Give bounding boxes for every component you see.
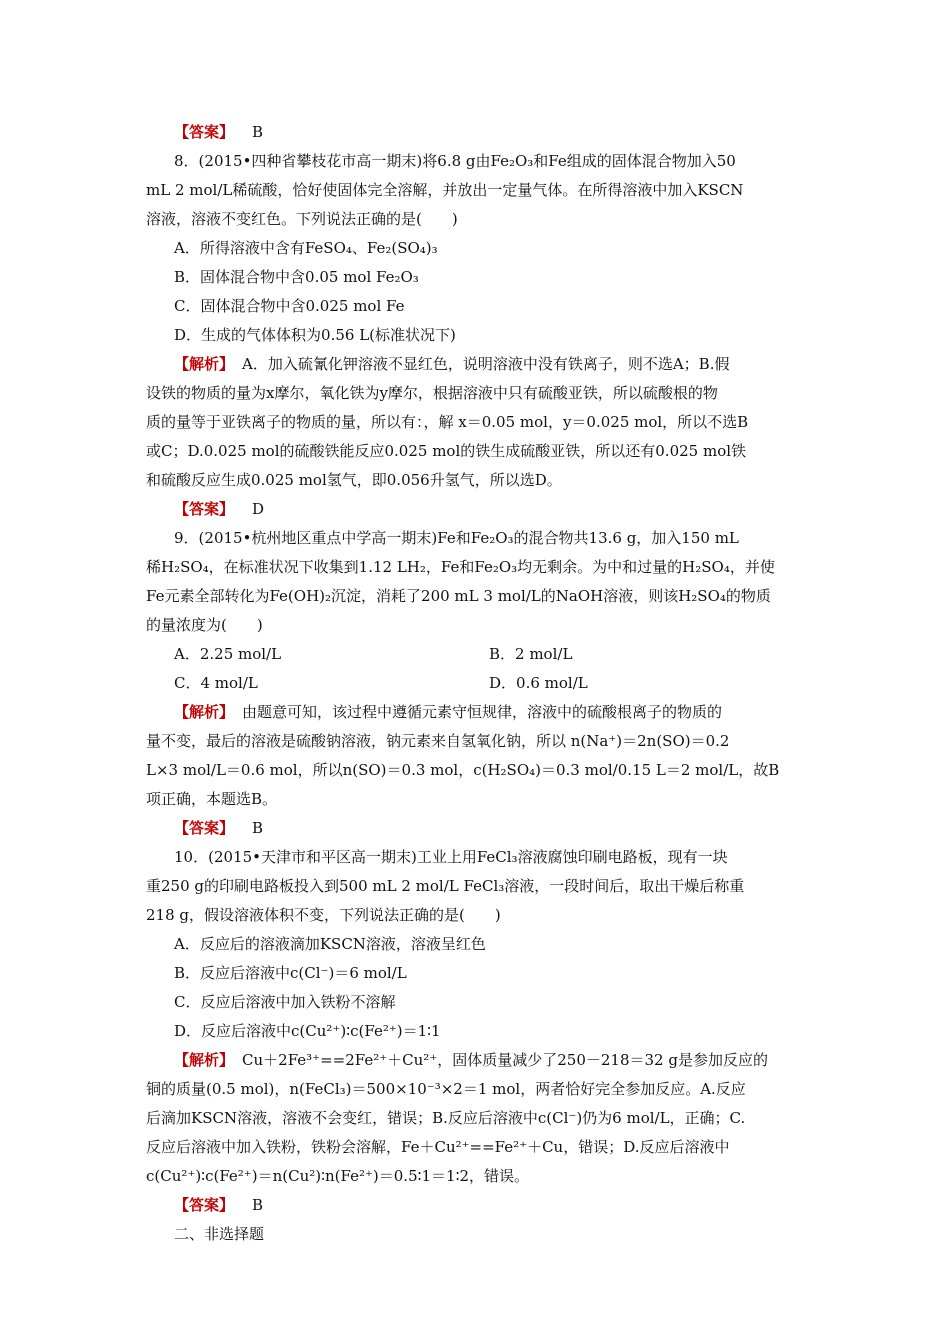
analysis-line	[174, 350, 729, 378]
question-10-stem-cont: 218 g，假设溶液体积不变，下列说法正确的是( )	[146, 906, 501, 924]
analysis-tag: 【解析】	[174, 703, 235, 721]
analysis-text-cont: 反应后溶液中加入铁粉，铁粉会溶解，Fe＋Cu²⁺==Fe²⁺＋Cu，错误；D.反应后溶液中	[146, 1138, 730, 1156]
analysis-line	[174, 698, 722, 726]
analysis-text: A．加入硫氰化钾溶液不显红色，说明溶液中没有铁离子，则不选A；B.假	[242, 355, 730, 373]
analysis-text-cont: 和硫酸反应生成0.025 mol氢气，即0.056升氢气，所以选D。	[146, 471, 562, 489]
analysis-text-cont: 铜的质量(0.5 mol)，n(FeCl₃)＝500×10⁻³×2＝1 mol，两者恰好完全参加反应。A.反应	[146, 1080, 746, 1098]
question-8-stem-cont: 溶液，溶液不变红色。下列说法正确的是( )	[146, 210, 458, 228]
answer-value: B	[252, 819, 264, 837]
analysis-text: Cu＋2Fe³⁺==2Fe²⁺＋Cu²⁺，固体质量减少了250－218＝32 g是参加反应的	[242, 1051, 768, 1069]
answer-tag: 【答案】	[174, 123, 235, 141]
option-c: C．固体混合物中含0.025 mol Fe	[174, 297, 405, 315]
section-heading: 二、非选择题	[174, 1225, 265, 1243]
question-8-stem-cont: mL 2 mol/L稀硫酸，恰好使固体完全溶解，并放出一定量气体。在所得溶液中加入KSCN	[146, 181, 744, 199]
answer-value: B	[252, 1196, 264, 1214]
option-a: A．反应后的溶液滴加KSCN溶液，溶液呈红色	[174, 935, 486, 953]
analysis-text-cont: 或C；D.0.025 mol的硫酸铁能反应0.025 mol的铁生成硫酸亚铁，所以还有0.025 mol铁	[146, 442, 747, 460]
analysis-tag: 【解析】	[174, 1051, 235, 1069]
option-c: C．反应后溶液中加入铁粉不溶解	[174, 993, 396, 1011]
option-b: B．2 mol/L	[489, 645, 573, 663]
option-d: D．反应后溶液中c(Cu²⁺)∶c(Fe²⁺)＝1∶1	[174, 1022, 441, 1040]
option-b: B．固体混合物中含0.05 mol Fe₂O₃	[174, 268, 419, 286]
analysis-text-cont: 设铁的物质的量为x摩尔，氧化铁为y摩尔，根据溶液中只有硫酸亚铁，所以硫酸根的物	[146, 384, 718, 402]
answer-value: B	[252, 123, 264, 141]
analysis-line	[174, 1046, 768, 1074]
analysis-text-cont: L×3 mol/L＝0.6 mol，所以n(SO)＝0.3 mol，c(H₂SO₄)＝0.3 mol/0.15 L＝2 mol/L，故B	[146, 761, 780, 779]
answer-line	[174, 495, 264, 523]
option-d: D．0.6 mol/L	[489, 674, 588, 692]
analysis-text-cont: 后滴加KSCN溶液，溶液不会变红，错误；B.反应后溶液中c(Cl⁻)仍为6 mol/L，正确；C.	[146, 1109, 746, 1127]
analysis-text: 由题意可知，该过程中遵循元素守恒规律，溶液中的硫酸根离子的物质的	[242, 703, 723, 721]
analysis-text-cont: 量不变，最后的溶液是硫酸钠溶液，钠元素来自氢氧化钠，所以 n(Na⁺)＝2n(SO)＝0.2	[146, 732, 730, 750]
option-d: D．生成的气体体积为0.56 L(标准状况下)	[174, 326, 456, 344]
option-b: B．反应后溶液中c(Cl⁻)＝6 mol/L	[174, 964, 407, 982]
question-8-stem: 8．(2015•四种省攀枝花市高一期末)将6.8 g由Fe₂O₃和Fe组成的固体混合物加入50	[174, 152, 736, 170]
question-9-stem-cont: 稀H₂SO₄，在标准状况下收集到1.12 LH₂，Fe和Fe₂O₃均无剩余。为中和过量的H₂SO₄，并使	[146, 558, 775, 576]
question-9-stem-cont: Fe元素全部转化为Fe(OH)₂沉淀，消耗了200 mL 3 mol/L的NaOH溶液，则该H₂SO₄的物质	[146, 587, 771, 605]
answer-line	[174, 118, 263, 146]
answer-tag: 【答案】	[174, 819, 235, 837]
option-a: A．2.25 mol/L	[174, 645, 282, 663]
option-a: A．所得溶液中含有FeSO₄、Fe₂(SO₄)₃	[174, 239, 438, 257]
question-9-stem: 9．(2015•杭州地区重点中学高一期末)Fe和Fe₂O₃的混合物共13.6 g，加入150 mL	[174, 529, 739, 547]
answer-tag: 【答案】	[174, 1196, 235, 1214]
option-c: C．4 mol/L	[174, 674, 258, 692]
analysis-text-cont: c(Cu²⁺)∶c(Fe²⁺)＝n(Cu²)∶n(Fe²⁺)＝0.5∶1＝1∶2，错误。	[146, 1167, 530, 1185]
question-9-stem-cont: 的量浓度为( )	[146, 616, 263, 634]
answer-line	[174, 814, 263, 842]
answer-tag: 【答案】	[174, 500, 235, 518]
answer-line	[174, 1191, 263, 1219]
question-10-stem: 10．(2015•天津市和平区高一期末)工业上用FeCl₃溶液腐蚀印刷电路板，现有一块	[174, 848, 728, 866]
answer-value: D	[252, 500, 265, 518]
analysis-text-cont: 质的量等于亚铁离子的物质的量，所以有：，解 x＝0.05 mol，y＝0.025 mol，所以不选B	[146, 413, 749, 431]
analysis-text-cont: 项正确，本题选B。	[146, 790, 278, 808]
question-10-stem-cont: 重250 g的印刷电路板投入到500 mL 2 mol/L FeCl₃溶液，一段时间后，取出干燥后称重	[146, 877, 745, 895]
analysis-tag: 【解析】	[174, 355, 235, 373]
